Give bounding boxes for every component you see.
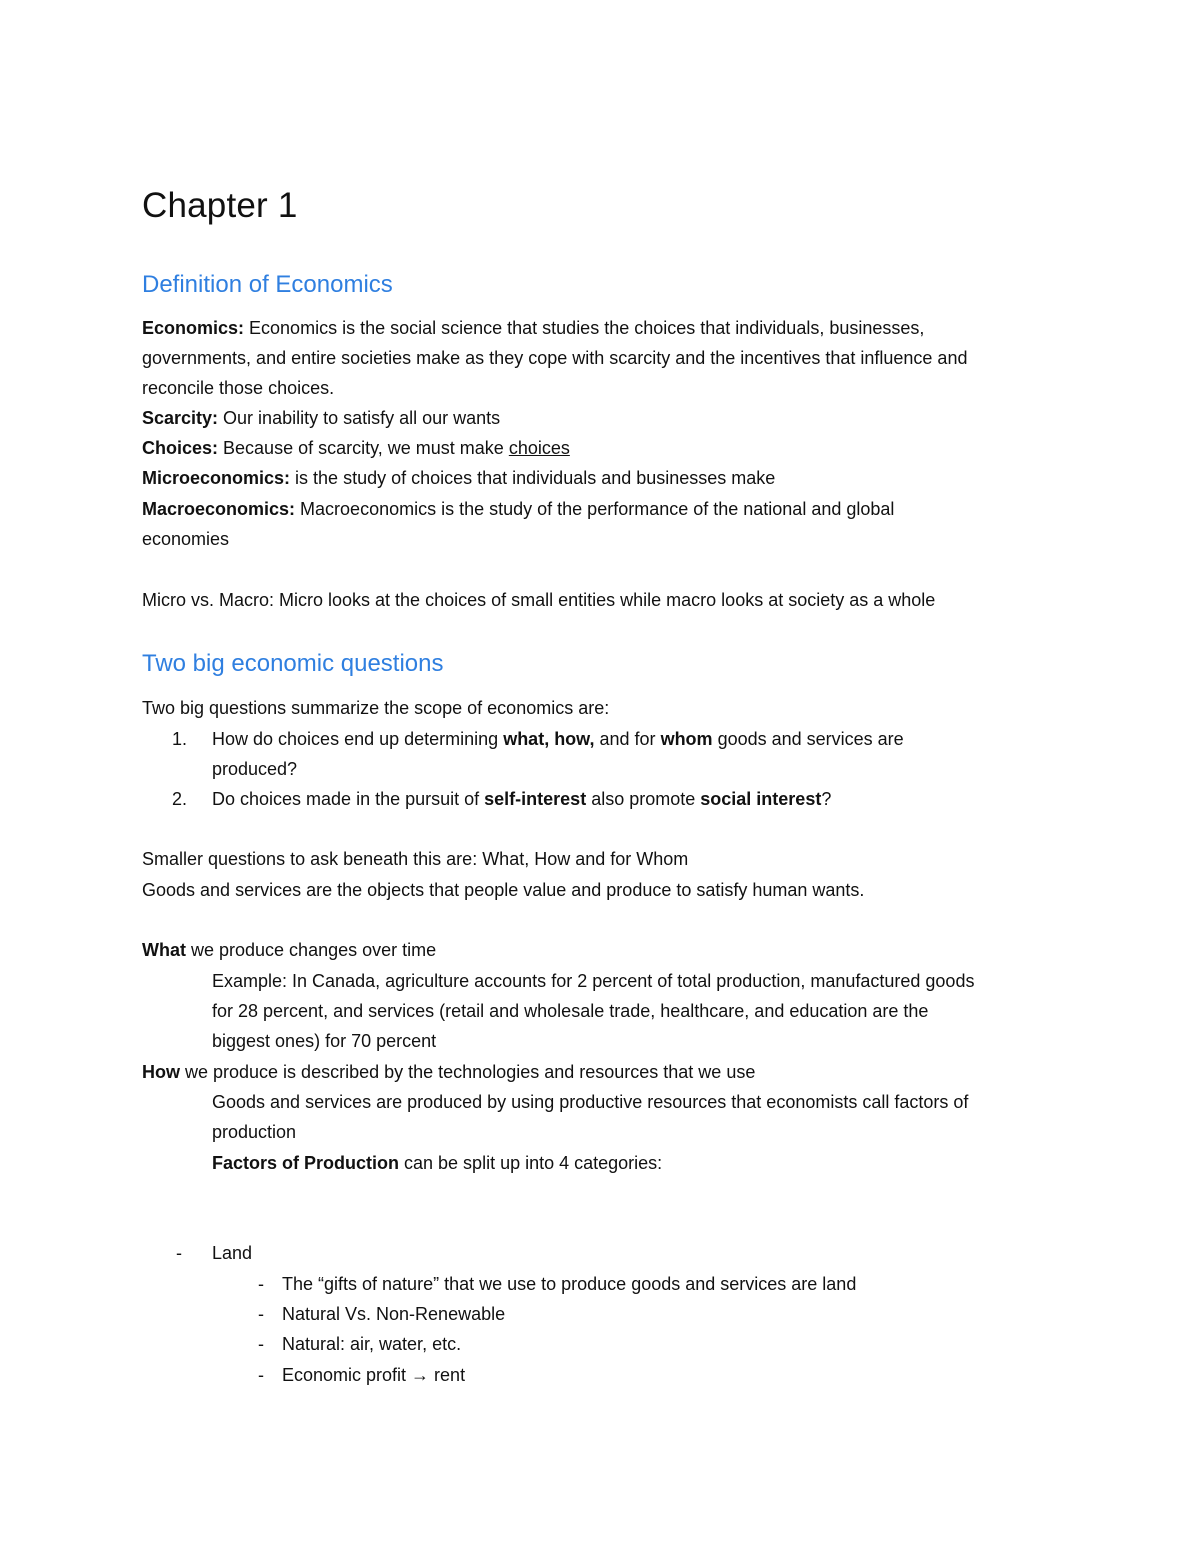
scarcity-definition bbox=[142, 403, 500, 433]
what-we-produce bbox=[142, 935, 436, 965]
question-1-number: 1. bbox=[172, 729, 188, 749]
choices-text: Because of scarcity, we must make bbox=[218, 438, 509, 458]
land-sub-item-text: Natural Vs. Non-Renewable bbox=[282, 1304, 506, 1324]
list-dash: - bbox=[176, 1243, 182, 1263]
what-label: What bbox=[142, 940, 186, 960]
question-1-text-b: and for bbox=[594, 729, 661, 749]
question-1-text-a: How do choices end up determining bbox=[212, 729, 504, 749]
microeconomics-text: is the study of choices that individuals and businesses make bbox=[290, 468, 776, 488]
heading-definition-of-economics: Definition of Economics bbox=[142, 271, 393, 298]
choices-underlined: choices bbox=[508, 438, 570, 458]
question-2-social-interest: social interest bbox=[700, 789, 822, 809]
land-sub-item-1 bbox=[258, 1269, 857, 1299]
factors-of-production bbox=[212, 1148, 662, 1178]
macroeconomics-definition-line-2: economies bbox=[142, 529, 230, 549]
list-item-land bbox=[176, 1238, 253, 1268]
economics-definition-line-2: governments, and entire societies make as they cope with scarcity and the incentives that influence and bbox=[142, 348, 968, 368]
smaller-questions: Smaller questions to ask beneath this are: What, How and for Whom bbox=[142, 849, 689, 869]
macroeconomics-definition-line-1 bbox=[142, 494, 894, 524]
question-1-text-c: goods and services are bbox=[712, 729, 904, 749]
question-1-line-2: produced? bbox=[212, 759, 298, 779]
what-text: we produce changes over time bbox=[186, 940, 437, 960]
land-sub-item-4 bbox=[258, 1360, 466, 1390]
how-label: How bbox=[142, 1062, 180, 1082]
choices-definition bbox=[142, 433, 570, 463]
economics-definition-line-3: reconcile those choices. bbox=[142, 378, 335, 398]
scarcity-text: Our inability to satisfy all our wants bbox=[218, 408, 501, 428]
economics-text: Economics is the social science that studies the choices that individuals, businesses, bbox=[244, 318, 925, 338]
factors-text: can be split up into 4 categories: bbox=[399, 1153, 663, 1173]
question-2-self-interest: self-interest bbox=[484, 789, 587, 809]
choices-label: Choices: bbox=[142, 438, 219, 458]
page-title: Chapter 1 bbox=[142, 186, 298, 225]
economics-definition-line-1 bbox=[142, 313, 924, 343]
goods-and-services-definition: Goods and services are the objects that people value and produce to satisfy human wants. bbox=[142, 880, 865, 900]
microeconomics-definition bbox=[142, 463, 775, 493]
factors-label: Factors of Production bbox=[212, 1153, 400, 1173]
land-sub-item-3 bbox=[258, 1329, 462, 1359]
list-dash: - bbox=[258, 1304, 264, 1324]
goods-produced-line-2: production bbox=[212, 1122, 297, 1142]
microeconomics-label: Microeconomics: bbox=[142, 468, 291, 488]
micro-vs-macro: Micro vs. Macro: Micro looks at the choices of small entities while macro looks at society as a whole bbox=[142, 590, 936, 610]
how-text: we produce is described by the technologies and resources that we use bbox=[180, 1062, 756, 1082]
land-sub-item-text: Natural: air, water, etc. bbox=[282, 1334, 462, 1354]
question-2-text-c: ? bbox=[821, 789, 832, 809]
macroeconomics-label: Macroeconomics: bbox=[142, 499, 296, 519]
economics-label: Economics: bbox=[142, 318, 245, 338]
scarcity-label: Scarcity: bbox=[142, 408, 219, 428]
example-line-1: Example: In Canada, agriculture accounts for 2 percent of total production, manufactured goods bbox=[212, 971, 975, 991]
land-sub-item-2 bbox=[258, 1299, 506, 1329]
question-2-text-b: also promote bbox=[586, 789, 701, 809]
land-label: Land bbox=[212, 1243, 253, 1263]
question-2 bbox=[172, 784, 831, 814]
list-dash: - bbox=[258, 1274, 264, 1294]
example-line-3: biggest ones) for 70 percent bbox=[212, 1031, 437, 1051]
question-1-what-how: what, how, bbox=[503, 729, 595, 749]
question-2-text-a: Do choices made in the pursuit of bbox=[212, 789, 485, 809]
questions-intro: Two big questions summarize the scope of economics are: bbox=[142, 698, 610, 718]
list-dash: - bbox=[258, 1334, 264, 1354]
land-sub-item-text: The “gifts of nature” that we use to produce goods and services are land bbox=[282, 1274, 857, 1294]
example-line-2: for 28 percent, and services (retail and wholesale trade, healthcare, and education are the bbox=[212, 1001, 929, 1021]
macroeconomics-text: Macroeconomics is the study of the performance of the national and global bbox=[295, 499, 895, 519]
how-we-produce bbox=[142, 1057, 755, 1087]
list-dash: - bbox=[258, 1365, 264, 1385]
heading-two-big-economic-questions: Two big economic questions bbox=[142, 650, 444, 677]
land-sub-item-text: Economic profit → rent bbox=[282, 1365, 466, 1385]
question-1-line-1 bbox=[172, 724, 904, 754]
goods-produced-line-1: Goods and services are produced by using productive resources that economists call factors of bbox=[212, 1092, 969, 1112]
question-2-number: 2. bbox=[172, 789, 188, 809]
question-1-whom: whom bbox=[660, 729, 713, 749]
